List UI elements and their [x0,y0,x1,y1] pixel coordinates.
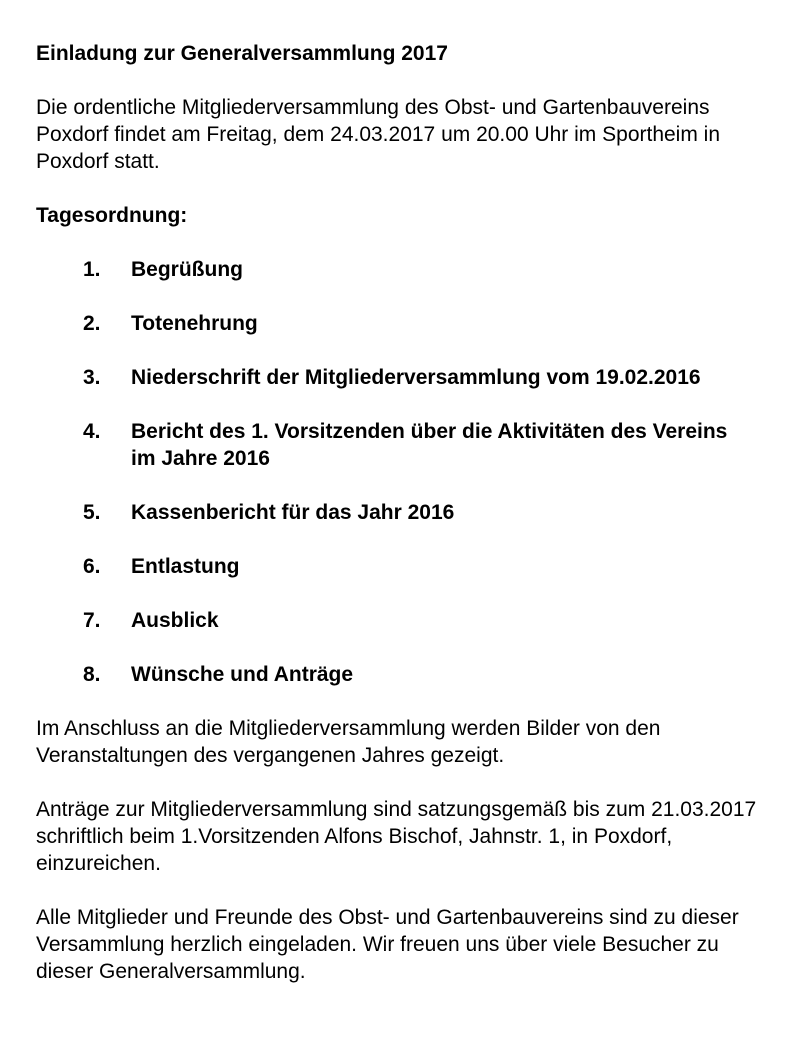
agenda-item-text: Niederschrift der Mitgliederversammlung vom 19.02.2016 [131,366,701,389]
agenda-item [36,607,766,634]
agenda-item-number: 2. [83,312,101,335]
agenda-item [36,553,766,580]
agenda-item-number: 4. [83,420,101,443]
agenda-item [36,364,766,391]
agenda-item [36,499,766,526]
motions-paragraph: Anträge zur Mitgliederversammlung sind satzungsgemäß bis zum 21.03.2017 schriftlich beim 1.Vorsitzenden Alfons Bischof, Jahnstr. 1, in Poxdorf, einzureichen. [36,798,757,875]
agenda-item-number: 8. [83,663,101,686]
agenda-item [36,418,766,472]
agenda-heading: Tagesordnung: [36,204,188,227]
agenda-item-number: 1. [83,258,101,281]
agenda-item-number: 5. [83,501,101,524]
agenda-item-text: Totenehrung [131,312,258,335]
agenda-item [36,310,766,337]
document-page [36,40,766,985]
agenda-item [36,256,766,283]
agenda-item-text: Begrüßung [131,258,243,281]
agenda-item-text: Bericht des 1. Vorsitzenden über die Aktivitäten des Vereins im Jahre 2016 [131,420,728,470]
intro-paragraph: Die ordentliche Mitgliederversammlung des Obst- und Gartenbauvereins Poxdorf findet am Freitag, dem 24.03.2017 um 20.00 Uhr im Sportheim in Poxdorf statt. [36,96,721,173]
closing-paragraph: Alle Mitglieder und Freunde des Obst- und Gartenbauvereins sind zu dieser Versammlung herzlich eingeladen. Wir freuen uns über viele Besucher zu dieser Generalversammlung. [36,906,739,983]
agenda-item-number: 7. [83,609,101,632]
agenda-item-text: Entlastung [131,555,240,578]
images-paragraph: Im Anschluss an die Mitgliederversammlung werden Bilder von den Veranstaltungen des vergangenen Jahres gezeigt. [36,717,661,767]
agenda-item-text: Ausblick [131,609,219,632]
agenda-item [36,661,766,688]
agenda-list [36,256,766,688]
agenda-item-text: Wünsche und Anträge [131,663,354,686]
agenda-item-number: 6. [83,555,101,578]
agenda-item-number: 3. [83,366,101,389]
agenda-item-text: Kassenbericht für das Jahr 2016 [131,501,455,524]
document-title: Einladung zur Generalversammlung 2017 [36,42,448,65]
